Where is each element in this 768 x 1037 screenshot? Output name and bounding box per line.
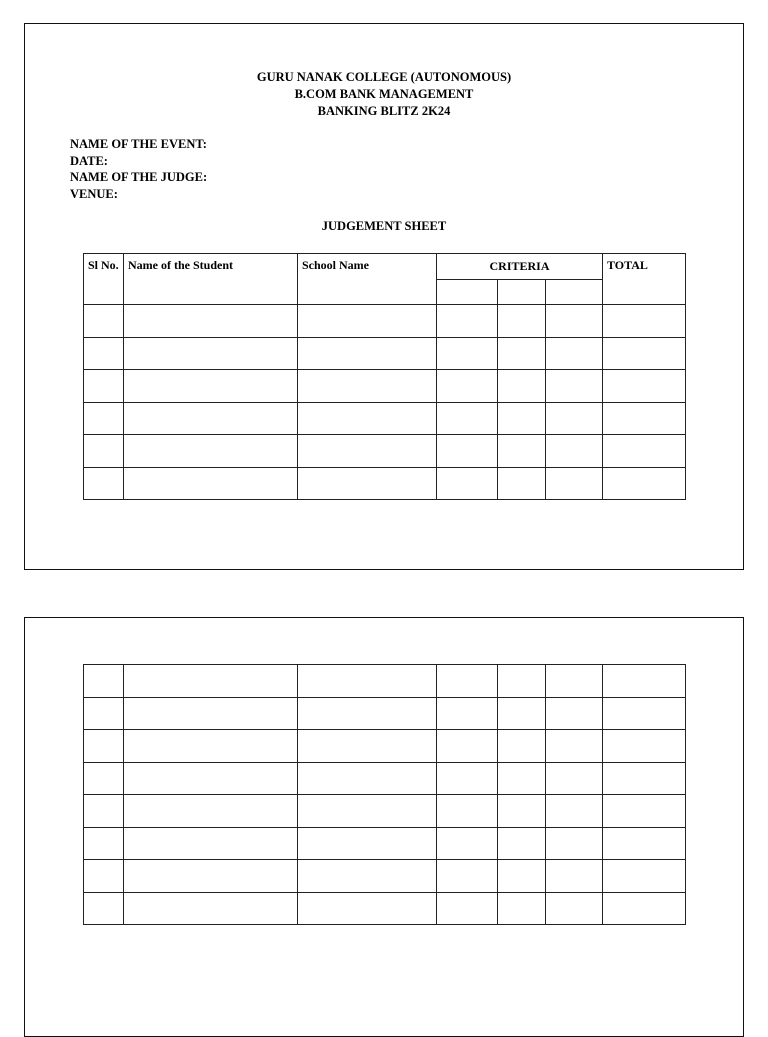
cell-school-name bbox=[298, 435, 437, 468]
judgement-table-continued bbox=[83, 664, 686, 925]
criteria-2-header bbox=[498, 280, 546, 305]
cell-school-name bbox=[298, 697, 437, 730]
cell-sl-no bbox=[84, 467, 124, 500]
cell-criteria-2 bbox=[498, 467, 546, 500]
cell-student-name bbox=[124, 435, 298, 468]
cell-school-name bbox=[298, 305, 437, 338]
cell-total bbox=[603, 435, 686, 468]
table-row bbox=[84, 337, 686, 370]
cell-criteria-3 bbox=[546, 665, 603, 698]
cell-criteria-1 bbox=[437, 730, 498, 763]
cell-student-name bbox=[124, 697, 298, 730]
table-row bbox=[84, 860, 686, 893]
cell-criteria-1 bbox=[437, 305, 498, 338]
field-judge-name: NAME OF THE JUDGE: bbox=[70, 170, 208, 184]
cell-total bbox=[603, 402, 686, 435]
table-row bbox=[84, 827, 686, 860]
cell-sl-no bbox=[84, 370, 124, 403]
college-name: GURU NANAK COLLEGE (AUTONOMOUS) bbox=[256, 70, 512, 84]
cell-criteria-2 bbox=[498, 402, 546, 435]
cell-sl-no bbox=[84, 892, 124, 925]
cell-criteria-2 bbox=[498, 697, 546, 730]
cell-criteria-1 bbox=[437, 665, 498, 698]
cell-criteria-1 bbox=[437, 697, 498, 730]
field-date: DATE: bbox=[70, 153, 108, 168]
table-row bbox=[84, 762, 686, 795]
cell-school-name bbox=[298, 370, 437, 403]
cell-total bbox=[603, 795, 686, 828]
header-school-name: School Name bbox=[298, 254, 437, 305]
cell-student-name bbox=[124, 730, 298, 763]
cell-total bbox=[603, 467, 686, 500]
cell-total bbox=[603, 827, 686, 860]
cell-criteria-3 bbox=[546, 730, 603, 763]
cell-total bbox=[603, 370, 686, 403]
cell-criteria-1 bbox=[437, 795, 498, 828]
cell-sl-no bbox=[84, 795, 124, 828]
cell-total bbox=[603, 892, 686, 925]
cell-school-name bbox=[298, 795, 437, 828]
event-fields bbox=[70, 136, 207, 202]
cell-total bbox=[603, 860, 686, 893]
table-row bbox=[84, 305, 686, 338]
cell-criteria-1 bbox=[437, 860, 498, 893]
cell-student-name bbox=[124, 827, 298, 860]
cell-criteria-2 bbox=[498, 860, 546, 893]
criteria-1-header bbox=[437, 280, 498, 305]
cell-student-name bbox=[124, 795, 298, 828]
cell-criteria-1 bbox=[437, 402, 498, 435]
cell-criteria-1 bbox=[437, 435, 498, 468]
cell-criteria-2 bbox=[498, 762, 546, 795]
cell-criteria-1 bbox=[437, 337, 498, 370]
cell-criteria-3 bbox=[546, 402, 603, 435]
table-row bbox=[84, 665, 686, 698]
cell-criteria-1 bbox=[437, 892, 498, 925]
cell-sl-no bbox=[84, 827, 124, 860]
cell-total bbox=[603, 762, 686, 795]
cell-student-name bbox=[124, 665, 298, 698]
cell-sl-no bbox=[84, 402, 124, 435]
cell-sl-no bbox=[84, 305, 124, 338]
cell-total bbox=[603, 305, 686, 338]
table-row bbox=[84, 370, 686, 403]
header-student-name: Name of the Student bbox=[124, 254, 298, 305]
cell-sl-no bbox=[84, 762, 124, 795]
cell-student-name bbox=[124, 370, 298, 403]
cell-criteria-2 bbox=[498, 730, 546, 763]
table-row bbox=[84, 795, 686, 828]
cell-criteria-1 bbox=[437, 827, 498, 860]
table-row bbox=[84, 402, 686, 435]
page-2 bbox=[24, 617, 744, 1037]
cell-sl-no bbox=[84, 697, 124, 730]
header-total: TOTAL bbox=[603, 254, 686, 305]
cell-sl-no bbox=[84, 665, 124, 698]
cell-criteria-2 bbox=[498, 827, 546, 860]
cell-criteria-3 bbox=[546, 827, 603, 860]
field-venue: VENUE: bbox=[70, 186, 118, 201]
table-row bbox=[84, 467, 686, 500]
cell-criteria-1 bbox=[437, 370, 498, 403]
cell-criteria-2 bbox=[498, 435, 546, 468]
cell-school-name bbox=[298, 467, 437, 500]
cell-school-name bbox=[298, 402, 437, 435]
cell-criteria-2 bbox=[498, 337, 546, 370]
cell-criteria-2 bbox=[498, 665, 546, 698]
header-sl-no: Sl No. bbox=[84, 254, 124, 305]
table-row bbox=[84, 730, 686, 763]
judgement-table bbox=[83, 253, 686, 500]
cell-criteria-1 bbox=[437, 467, 498, 500]
header-criteria: CRITERIA bbox=[437, 254, 603, 280]
cell-student-name bbox=[124, 337, 298, 370]
cell-student-name bbox=[124, 762, 298, 795]
cell-criteria-3 bbox=[546, 697, 603, 730]
cell-criteria-2 bbox=[498, 892, 546, 925]
cell-school-name bbox=[298, 827, 437, 860]
cell-total bbox=[603, 665, 686, 698]
page-1 bbox=[24, 23, 744, 570]
table-row bbox=[84, 892, 686, 925]
cell-criteria-2 bbox=[498, 370, 546, 403]
cell-student-name bbox=[124, 467, 298, 500]
cell-criteria-3 bbox=[546, 435, 603, 468]
cell-student-name bbox=[124, 305, 298, 338]
cell-student-name bbox=[124, 860, 298, 893]
cell-total bbox=[603, 697, 686, 730]
cell-school-name bbox=[298, 730, 437, 763]
criteria-3-header bbox=[546, 280, 603, 305]
cell-criteria-3 bbox=[546, 762, 603, 795]
cell-school-name bbox=[298, 892, 437, 925]
cell-school-name bbox=[298, 762, 437, 795]
cell-criteria-3 bbox=[546, 892, 603, 925]
cell-sl-no bbox=[84, 337, 124, 370]
cell-criteria-3 bbox=[546, 467, 603, 500]
cell-criteria-2 bbox=[498, 795, 546, 828]
cell-sl-no bbox=[84, 435, 124, 468]
field-event-name: NAME OF THE EVENT: bbox=[70, 137, 207, 151]
cell-student-name bbox=[124, 402, 298, 435]
cell-student-name bbox=[124, 892, 298, 925]
sheet-title: JUDGEMENT SHEET bbox=[321, 219, 447, 233]
cell-sl-no bbox=[84, 730, 124, 763]
cell-school-name bbox=[298, 665, 437, 698]
cell-criteria-1 bbox=[437, 762, 498, 795]
cell-criteria-3 bbox=[546, 337, 603, 370]
cell-total bbox=[603, 730, 686, 763]
cell-total bbox=[603, 337, 686, 370]
cell-sl-no bbox=[84, 860, 124, 893]
cell-criteria-3 bbox=[546, 860, 603, 893]
cell-criteria-2 bbox=[498, 305, 546, 338]
event-title: BANKING BLITZ 2K24 bbox=[317, 104, 451, 118]
cell-school-name bbox=[298, 860, 437, 893]
cell-criteria-3 bbox=[546, 795, 603, 828]
department-name: B.COM BANK MANAGEMENT bbox=[294, 87, 474, 101]
table-row bbox=[84, 435, 686, 468]
table-row bbox=[84, 697, 686, 730]
cell-school-name bbox=[298, 337, 437, 370]
document-header bbox=[25, 69, 743, 120]
cell-criteria-3 bbox=[546, 370, 603, 403]
cell-criteria-3 bbox=[546, 305, 603, 338]
